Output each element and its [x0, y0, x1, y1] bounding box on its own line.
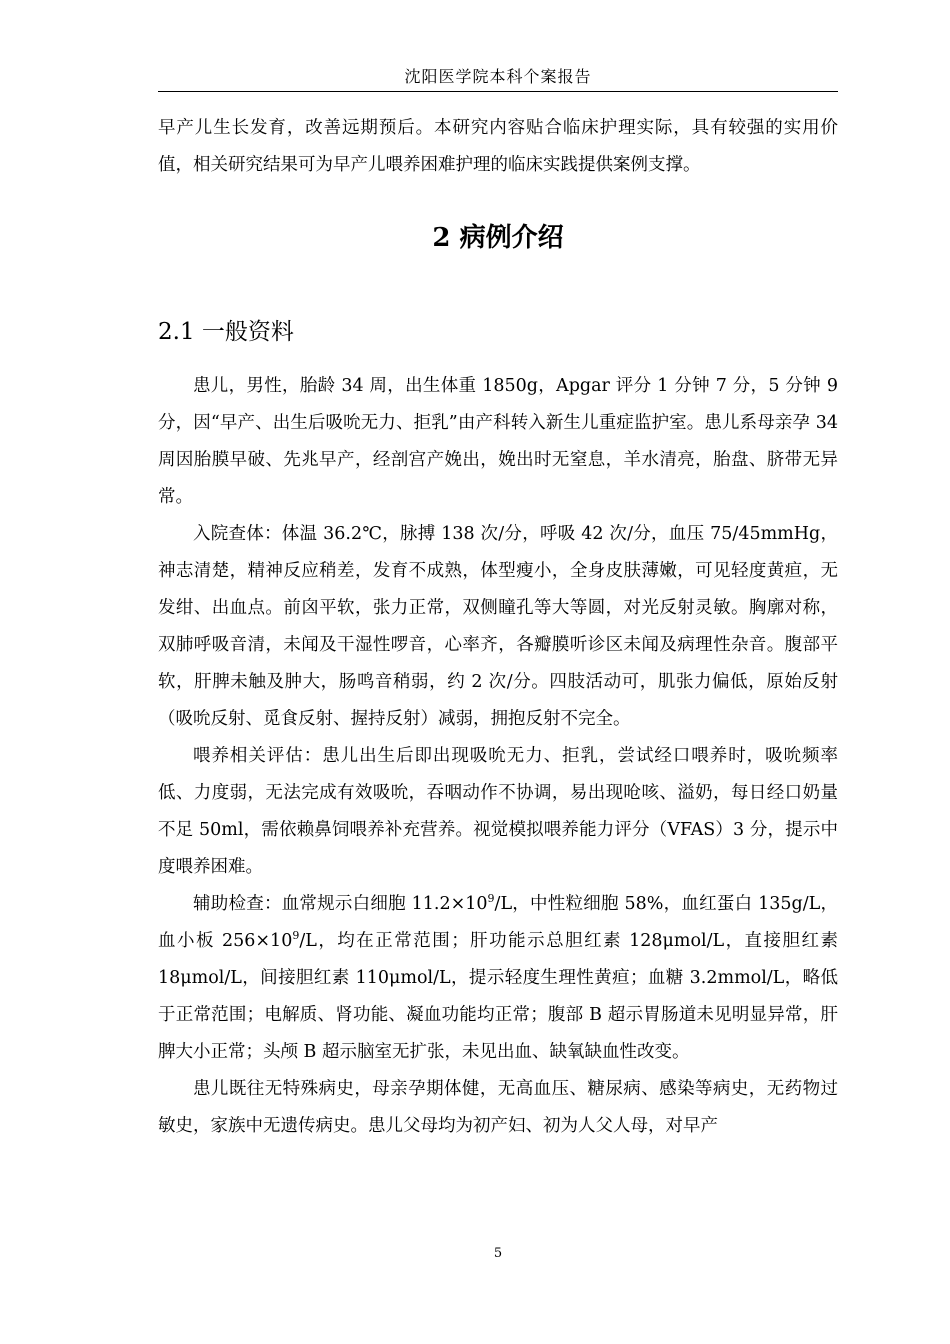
paragraph-general-info: 患儿，男性，胎龄 34 周，出生体重 1850g，Apgar 评分 1 分钟 7 分，5 分钟 9 分，因“早产、出生后吸吮无力、拒乳”由产科转入新生儿重症监护室。患儿系母亲孕 34 周因胎膜早破、先兆早产，经剖宫产娩出，娩出时无窒息，羊水清亮，胎盘、脐带无异常。 [158, 376, 838, 507]
paragraph-physical-exam: 入院查体：体温 36.2℃，脉搏 138 次/分，呼吸 42 次/分，血压 75/45mmHg，神志清楚，精神反应稍差，发育不成熟，体型瘦小，全身皮肤薄嫩，可见轻度黄疸，无发绀、出血点。前囟平软，张力正常，双侧瞳孔等大等圆，对光反射灵敏。胸廓对称，双肺呼吸音清，未闻及干湿性啰音，心率齐，各瓣膜听诊区未闻及病理性杂音。腹部平软，肝脾未触及肿大，肠鸣音稍弱，约 2 次/分。四肢活动可，肌张力偏低，原始反射（吸吮反射、觅食反射、握持反射）减弱，拥抱反射不完全。 [158, 524, 838, 729]
aux-exam-sup-2: 9 [292, 929, 300, 943]
aux-exam-text-a: 辅助检查：血常规示白细胞 11.2×10 [193, 894, 488, 914]
aux-exam-sup-1: 9 [487, 892, 495, 906]
intro-block [158, 110, 838, 184]
paragraph-feeding-assessment: 喂养相关评估：患儿出生后即出现吸吮无力、拒乳，尝试经口喂养时，吸吮频率低、力度弱，无法完成有效吸吮，吞咽动作不协调，易出现呛咳、溢奶，每日经口奶量不足 50ml，需依赖鼻饲喂养补充营养。视觉模拟喂养能力评分（VFAS）3 分，提示中度喂养困难。 [158, 746, 838, 877]
section-body [158, 368, 838, 1145]
chapter-title: 2 病例介绍 [432, 223, 564, 253]
page-number: 5 [493, 1246, 503, 1261]
aux-exam-text-b: /L，中性粒细胞 58%，血红蛋白 135g/L，血小板 256×10 [158, 894, 838, 951]
paragraph-history: 患儿既往无特殊病史，母亲孕期体健，无高血压、糖尿病、感染等病史，无药物过敏史，家族中无遗传病史。患儿父母均为初产妇、初为人父人母，对早产 [158, 1079, 838, 1136]
header-rule [158, 91, 838, 92]
aux-exam-text-c: /L，均在正常范围；肝功能示总胆红素 128μmol/L，直接胆红素 18μmol/L，间接胆红素 110μmol/L，提示轻度生理性黄疸；血糖 3.2mmol/L，略低于正常范围；电解质、肾功能、凝血功能均正常；腹部 B 超示胃肠道未见明显异常，肝脾大小正常；头颅 B 超示脑室无扩张，未见出血、缺氧缺血性改变。 [158, 931, 838, 1062]
page-header: 沈阳医学院本科个案报告 [404, 67, 592, 86]
section-title: 2.1 一般资料 [158, 319, 294, 345]
intro-paragraph: 早产儿生长发育，改善远期预后。本研究内容贴合临床护理实际，具有较强的实用价值，相关研究结果可为早产儿喂养困难护理的临床实践提供案例支撑。 [158, 118, 838, 175]
paragraph-auxiliary-exam [158, 886, 838, 1071]
